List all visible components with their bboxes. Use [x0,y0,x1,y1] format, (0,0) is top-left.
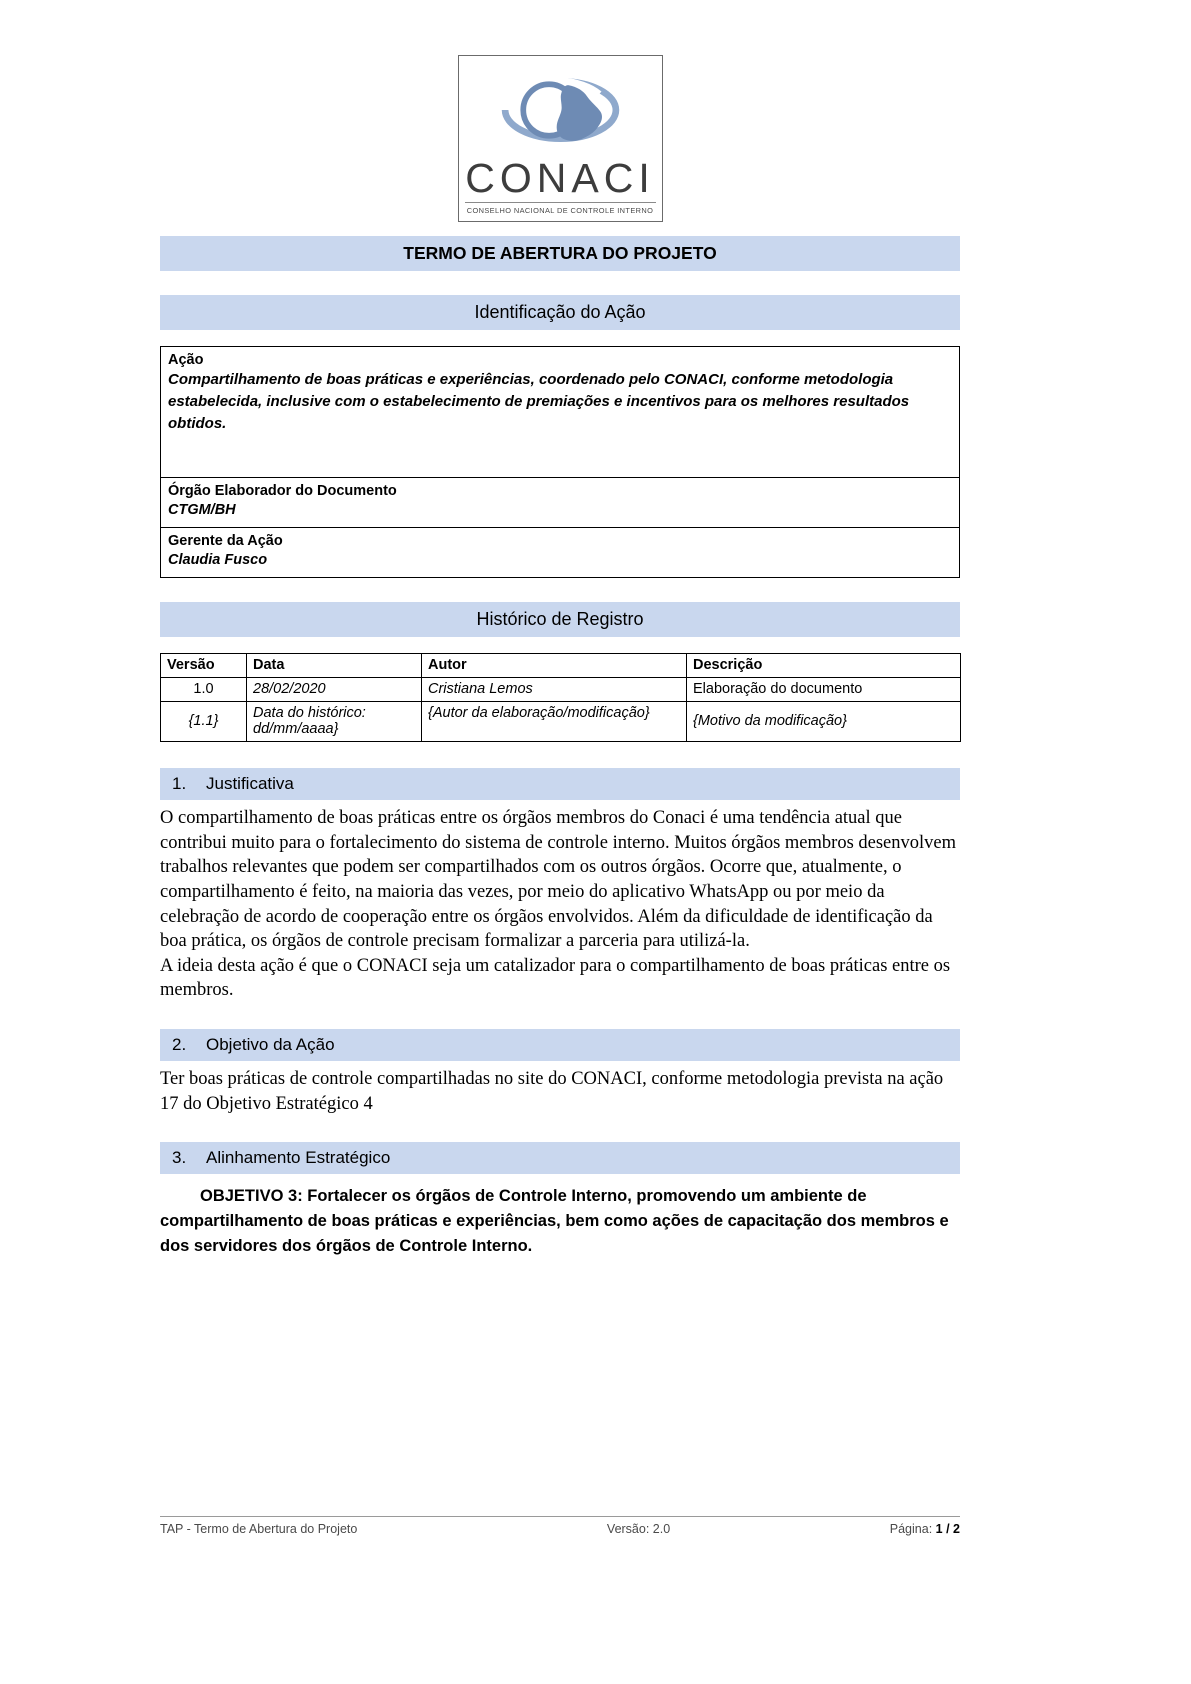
table-row [161,528,960,578]
paragraph: A ideia desta ação é que o CONACI seja um catalizador para o compartilhamento de boas práticas entre os membros. [160,955,951,1001]
history-header-autor: Autor [422,654,687,678]
section-heading-justificativa [160,768,960,800]
paragraph: Ter boas práticas de controle compartilhadas no site do CONACI, conforme metodologia prevista na ação 17 do Objetivo Estratégico 4 [160,1069,944,1114]
section-number: 2. [172,1035,187,1055]
section-body-objetivo [160,1067,960,1116]
history-autor: {Autor da elaboração/modificação} [422,702,687,742]
history-band: Histórico de Registro [160,602,960,637]
section-heading-alinhamento [160,1142,960,1174]
acao-label: Ação [168,352,204,368]
history-header-descricao: Descrição [687,654,961,678]
section-number: 3. [172,1148,187,1168]
footer-center: Versão: 2.0 [606,1522,671,1536]
acao-cell [161,347,960,478]
conaci-emblem-icon [465,64,656,156]
section-body-justificativa [160,806,960,1003]
orgao-label: Órgão Elaborador do Documento [168,483,397,499]
paragraph: O compartilhamento de boas práticas entre os órgãos membros do Conaci é uma tendência atual que contribui muito para o fortalecimento do sistema de controle interno. Muitos órgãos membros desenvolvem trabalhos relevantes que podem ser compartilhados com os outros órgãos. Ocorre que, atualmente, o compartilhamento é feito, na maioria das vezes, por meio do aplicativo WhatsApp ou por meio da celebração de acordo de cooperação entre os órgãos envolvidos. Além da dificuldade de identificação da boa prática, os órgãos de controle precisam formalizar a parceria para utilizá-la. [160,808,957,952]
history-descricao: {Motivo da modificação} [687,702,961,742]
identification-band: Identificação do Ação [160,295,960,330]
table-row [161,478,960,528]
document-content [160,55,960,1258]
table-header-row [161,654,961,678]
history-header-versao: Versão [161,654,247,678]
section-title: Objetivo da Ação [206,1035,335,1055]
orgao-value: CTGM/BH [168,502,236,519]
logo-container [160,55,960,222]
history-table [160,653,961,742]
footer-page-label: Página: [889,1522,933,1536]
history-data: 28/02/2020 [247,678,422,702]
footer-page-value: 1 / 2 [935,1522,960,1536]
history-versao: {1.1} [161,702,247,742]
gerente-cell [161,528,960,578]
identification-table [160,346,960,578]
logo-wordmark: CONACI [465,155,655,201]
history-versao: 1.0 [161,678,247,702]
gerente-label: Gerente da Ação [168,533,283,550]
section-number: 1. [172,774,187,794]
logo-box [458,55,663,222]
orgao-cell [161,478,960,528]
table-row [161,347,960,478]
section-title: Justificativa [206,774,294,794]
gerente-value: Claudia Fusco [168,552,268,569]
section-body-alinhamento: OBJETIVO 3: Fortalecer os órgãos de Controle Interno, promovendo um ambiente de compartilhamento de boas práticas e experiências, bem como ações de capacitação dos membros e dos servidores dos órgãos de Controle Interno. [160,1187,949,1255]
document-title: TERMO DE ABERTURA DO PROJETO [160,236,960,271]
section-title: Alinhamento Estratégico [206,1148,391,1168]
footer-left: TAP - Termo de Abertura do Projeto [160,1522,358,1536]
footer-right [890,1522,960,1536]
section-heading-objetivo [160,1029,960,1061]
logo-subtitle: CONSELHO NACIONAL DE CONTROLE INTERNO [465,202,656,215]
history-descricao: Elaboração do documento [687,678,961,702]
page-footer [160,1516,960,1536]
table-row [161,702,961,742]
history-header-data: Data [247,654,422,678]
acao-value: Compartilhamento de boas práticas e experiências, coordenado pelo CONACI, conforme metodologia estabelecida, inclusive com o estabelecimento de premiações e incentivos para os melhores resultados obtidos. [168,371,910,432]
history-data: Data do histórico: dd/mm/aaaa} [247,702,422,742]
table-row [161,678,961,702]
history-autor: Cristiana Lemos [422,678,687,702]
